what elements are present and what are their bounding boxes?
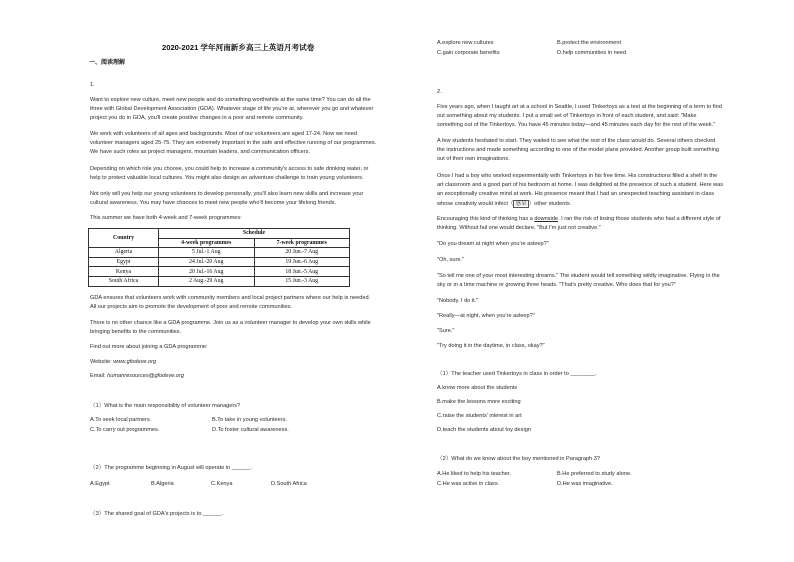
question-2-1: （1）The teacher used Tinkertoys in class in order to ________. [437, 371, 597, 377]
table-cell: 19 Jun.-6 Aug [254, 257, 350, 267]
dialog-line: sky or in a time machine or growing three heads. "That's pretty creative. Who does that for you?" [437, 282, 676, 288]
table-row [89, 257, 350, 267]
option-c[interactable]: C.raise the students' interest in art [437, 413, 522, 419]
option-d[interactable]: D.help communities in need [557, 50, 627, 56]
table-cell: South Africa [89, 276, 159, 286]
option-a[interactable]: A.To seek local partners. [90, 417, 152, 423]
annotation-box: 感染 [515, 201, 527, 207]
dialog-line: "Try doing it in the daytime, in class, okay?" [437, 343, 545, 349]
text-line [437, 216, 721, 223]
text-line: out something about my students. I put a small set of Tinkertoys in front of each student, and said: "Make [437, 113, 697, 119]
website-line [90, 359, 156, 366]
question-1-3: （3）The shared goal of GDA's projects is to ______. [90, 511, 224, 517]
email-link[interactable]: humanresources@gfodeve.org [107, 373, 184, 379]
option-b[interactable]: B.Algeria [151, 481, 174, 487]
text-line: There is no other chance like a GDA programme. Join us as a volunteer manager to develop your own skills while [90, 320, 371, 326]
table-cell: 2 Aug.-29 Aug [159, 276, 255, 286]
text-line: something out of the Tinkertoys. You have 45 minutes today—and 45 minutes each day for the rest of the week." [437, 122, 716, 128]
dialog-line: "Nobody. I do it." [437, 298, 479, 304]
question-2-2: （2）What do we know about the boy mentioned in Paragraph 3? [437, 456, 600, 462]
text-line: Once I had a boy who worked experimentally with Tinkertoys in his free time. His constructions filled a shelf in the [437, 173, 718, 179]
text-line: cultural awareness. You may have chances to meet new people who'll become your lifelong friends. [90, 200, 337, 206]
table-cell: Algeria [89, 248, 159, 258]
dialog-line: "Do you dream at night when you're asleep?" [437, 241, 549, 247]
text-line: A few students hesitated to start. They waited to see what the rest of the class would do. Several others checked [437, 138, 716, 144]
option-d[interactable]: D.teach the students about toy design [437, 427, 531, 433]
question-1-1: （1）What is the main responsibility of volunteer managers? [90, 403, 241, 409]
option-d[interactable]: D.South Africa [271, 481, 307, 487]
text-line: volunteer managers aged 25-75. They are extremely important in the safe and effective running of our programmes. [90, 140, 377, 146]
text-fragment: ）other students. [528, 201, 572, 207]
schedule-table [88, 228, 350, 287]
text-line: GDA ensures that volunteers work with community members and local project partners where our help is needed. [90, 295, 371, 301]
option-b[interactable]: B.make the lessons more exciting [437, 399, 521, 405]
text-line: We have such roles as project managers, mountain leaders, and communication officers. [90, 149, 310, 155]
option-a[interactable]: A.He liked to help his teacher. [437, 471, 512, 477]
exam-title: 2020-2021 学年河南新乡高三上英语月考试卷 [162, 43, 315, 52]
email-line [90, 373, 184, 380]
table-header-schedule: Schedule [159, 229, 350, 239]
text-line: Depending on which role you choose, you could help to increase a community's access to safe drinking water, or [90, 166, 369, 172]
dialog-line: "Sure." [437, 328, 455, 334]
text-line: help to protect valuable local cultures. You might also design an adventure challenge to train young volunteers. [90, 175, 364, 181]
table-cell: 20 Jun.-7 Aug [254, 248, 350, 258]
option-d[interactable]: D.He was imaginative. [557, 481, 613, 487]
option-a[interactable]: A.explore new cultures [437, 40, 494, 46]
text-line: an exceptionally creative mind at work. His presence meant that I had an unexpected teaching assistant in class [437, 191, 715, 197]
table-cell: Egypt [89, 257, 159, 267]
dialog-line: "Oh, sure." [437, 257, 464, 263]
text-line: project you do in GDA, you'll create positive changes in a poor and remote community. [90, 115, 304, 121]
table-row [89, 267, 350, 277]
table-row [89, 248, 350, 258]
text-fragment: whose creativity would infect（ [437, 201, 514, 207]
table-cell: Kenya [89, 267, 159, 277]
website-label: Website: [90, 359, 114, 365]
section-heading: 一、阅读理解 [89, 60, 126, 66]
text-line: Not only will you help our young volunteers to develop personally, you'll also learn new skills and increase your [90, 191, 364, 197]
text-line: bringing benefits to the communities. [90, 329, 182, 335]
option-c[interactable]: C.To carry out programmes. [90, 427, 160, 433]
dialog-line: "Really—at night, when you're asleep?" [437, 313, 535, 319]
option-b[interactable]: B.protect the environment [557, 40, 622, 46]
underlined-word: downside [534, 216, 558, 222]
table-cell: 15 Jun.-3 Aug [254, 276, 350, 286]
email-label: Email: [90, 373, 108, 379]
option-c[interactable]: C.Kenya [211, 481, 233, 487]
text-line: Find out more about joining a GDA programme: [90, 344, 208, 350]
text-line [437, 200, 571, 208]
table-header-4week: 4-week programmes [159, 238, 255, 248]
option-a[interactable]: A.Egypt [90, 481, 110, 487]
text-line: We work with volunteers of all ages and backgrounds. Most of our volunteers are aged 17-24. Now we need [90, 131, 357, 137]
text-fragment: . I ran the risk of losing those students who had a different style of [557, 216, 721, 222]
table-row [89, 276, 350, 286]
option-b[interactable]: B.To take in young volunteers. [212, 417, 287, 423]
website-link[interactable]: www.gfodeve.org [113, 359, 157, 365]
text-line: Want to explore new culture, meet new people and do something worthwhile at the same time? You can do all the [90, 97, 371, 103]
text-line: All our projects aim to promote the development of poor and remote communities. [90, 304, 293, 310]
table-cell: 18 Jun.-5 Aug [254, 267, 350, 277]
option-c[interactable]: C.He was active in class. [437, 481, 500, 487]
table-cell: 5 Jul.-1 Aug [159, 248, 255, 258]
text-line: thinking. Without fail one would declare, "But I'm just not creative." [437, 225, 601, 231]
dialog-line: "So tell me one of your most interesting dreams." The student would tell something wildly imaginative. Flying in the [437, 273, 720, 279]
table-header-7week: 7-week programmes [254, 238, 350, 248]
text-line: the instructions and made something according to one of the model plans provided. Another group built something [437, 147, 720, 153]
option-c[interactable]: C.gain corporate benefits [437, 50, 500, 56]
table-header-country: Country [89, 229, 159, 248]
text-line: This summer we have both 4-week and 7-week programmes: [90, 215, 242, 221]
option-b[interactable]: B.He preferred to study alone. [557, 471, 632, 477]
passage-number: 1. [90, 82, 95, 88]
passage-number: 2. [437, 89, 442, 95]
text-fragment: Encouraging this kind of thinking has a [437, 216, 535, 222]
text-line: art classroom and a good part of his bedroom at home. I was delighted at the presence of such a student. Here was [437, 182, 724, 188]
text-line: three with Global Development Association (GDA). Whatever stage of life you're at, wherever you go and whatever [90, 106, 374, 112]
table-cell: 24 Jul.-20 Aug [159, 257, 255, 267]
text-line: Five years ago, when I taught art at a school in Seattle, I used Tinkertoys as a test at the beginning of a term to find [437, 104, 722, 110]
question-1-2: （2）The programme beginning in August will operate in ______. [90, 465, 253, 471]
option-a[interactable]: A.know more about the students [437, 385, 518, 391]
option-d[interactable]: D.To foster cultural awareness. [212, 427, 289, 433]
text-line: out of their own imaginations. [437, 156, 510, 162]
table-cell: 20 Jul.-16 Aug [159, 267, 255, 277]
